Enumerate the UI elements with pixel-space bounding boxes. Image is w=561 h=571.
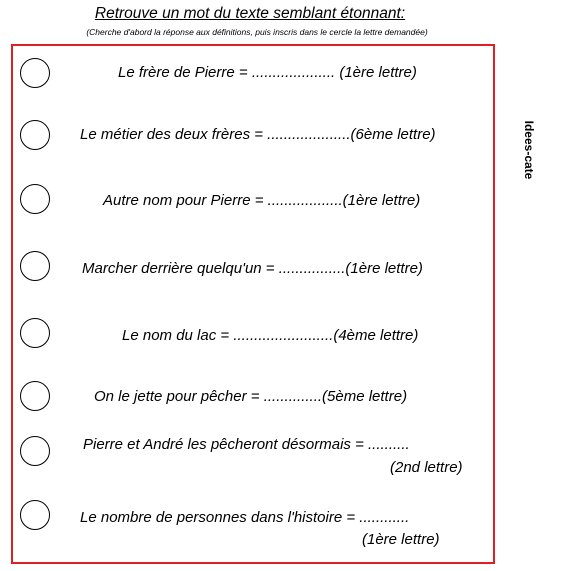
answer-circle-5[interactable] xyxy=(20,318,50,348)
definition-1: Le frère de Pierre = .................... (1ère lettre) xyxy=(118,64,417,81)
definition-2: Le métier des deux frères = ....................(6ème lettre) xyxy=(80,126,436,143)
worksheet-instructions: (Cherche d'abord la réponse aux définitions, puis inscris dans le cercle la lettre demandée) xyxy=(86,27,428,37)
definition-7-letter: (2nd lettre) xyxy=(390,459,463,476)
side-label: Idees-cate xyxy=(522,120,536,180)
definition-7: Pierre et André les pêcheront désormais = .......... xyxy=(83,436,410,453)
definition-4: Marcher derrière quelqu'un = ................(1ère lettre) xyxy=(82,260,423,277)
answer-circle-7[interactable] xyxy=(20,436,50,466)
answer-circle-8[interactable] xyxy=(20,500,50,530)
answer-circle-1[interactable] xyxy=(20,58,50,88)
definition-3: Autre nom pour Pierre = ..................(1ère lettre) xyxy=(103,192,421,209)
answer-circle-3[interactable] xyxy=(20,184,50,214)
definition-6: On le jette pour pêcher = ..............(5ème lettre) xyxy=(94,388,408,405)
answer-circle-4[interactable] xyxy=(20,251,50,281)
answer-circle-6[interactable] xyxy=(20,381,50,411)
exercise-frame xyxy=(11,44,495,564)
definition-8: Le nombre de personnes dans l'histoire = ............ xyxy=(80,509,410,526)
worksheet-title: Retrouve un mot du texte semblant étonnant: xyxy=(94,5,406,22)
definition-5: Le nom du lac = ........................(4ème lettre) xyxy=(122,327,419,344)
definition-8-letter: (1ère lettre) xyxy=(362,531,440,548)
answer-circle-2[interactable] xyxy=(20,120,50,150)
